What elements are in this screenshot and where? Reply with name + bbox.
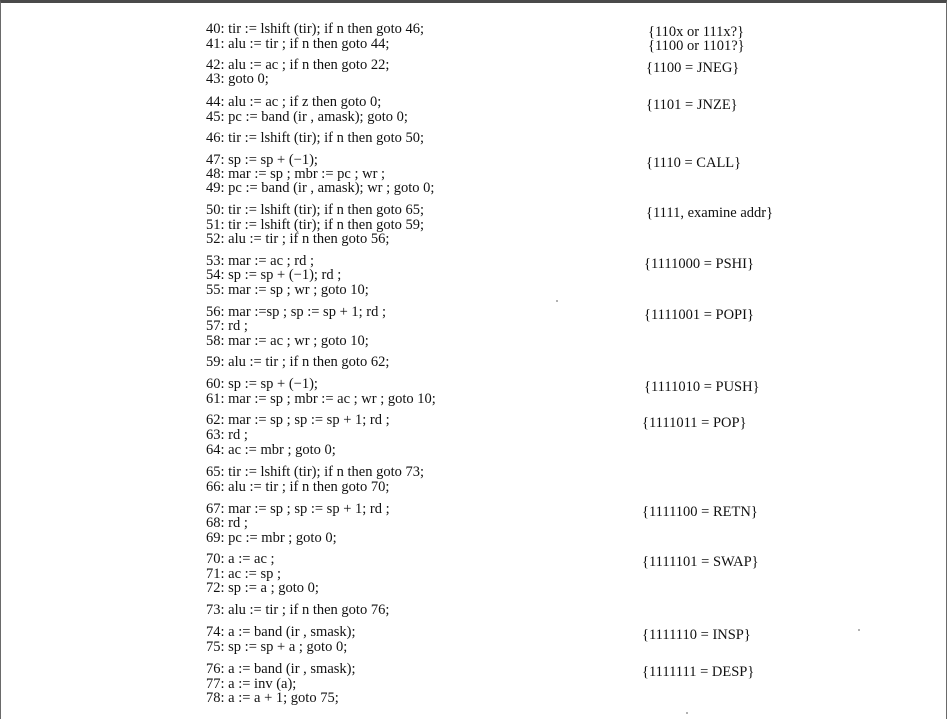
microinstruction-line: 64: ac := mbr ; goto 0; bbox=[206, 442, 336, 458]
microinstruction-line: 65: tir := lshift (tir); if n then goto 73; bbox=[206, 464, 425, 480]
opcode-comment: {1111110 = INSP} bbox=[642, 627, 751, 643]
microinstruction-line: 53: mar := ac ; rd ; bbox=[206, 253, 315, 269]
microinstruction-line: 69: pc := mbr ; goto 0; bbox=[206, 530, 337, 546]
microinstruction-line: 77: a := inv (a); bbox=[206, 676, 297, 692]
microinstruction-line: 61: mar := sp ; mbr := ac ; wr ; goto 10; bbox=[206, 391, 436, 407]
microinstruction-line: 60: sp := sp + (−1); bbox=[206, 376, 318, 392]
opcode-comment: {1111, examine addr} bbox=[646, 205, 774, 221]
microinstruction-line: 40: tir := lshift (tir); if n then goto 46; bbox=[206, 21, 425, 37]
microinstruction-line: 67: mar := sp ; sp := sp + 1; rd ; bbox=[206, 501, 390, 517]
microinstruction-line: 72: sp := a ; goto 0; bbox=[206, 580, 319, 596]
microinstruction-line: 74: a := band (ir , smask); bbox=[206, 624, 356, 640]
microinstruction-line: 55: mar := sp ; wr ; goto 10; bbox=[206, 282, 369, 298]
opcode-comment: {1100 or 1101?} bbox=[648, 38, 745, 54]
microinstruction-line: 50: tir := lshift (tir); if n then goto 65; bbox=[206, 202, 425, 218]
scan-speck bbox=[556, 300, 558, 302]
opcode-comment: {1111101 = SWAP} bbox=[642, 554, 759, 570]
microinstruction-line: 47: sp := sp + (−1); bbox=[206, 152, 318, 168]
microinstruction-line: 45: pc := band (ir , amask); goto 0; bbox=[206, 109, 408, 125]
microinstruction-line: 57: rd ; bbox=[206, 318, 248, 334]
opcode-comment: {1111010 = PUSH} bbox=[644, 379, 760, 395]
microinstruction-line: 71: ac := sp ; bbox=[206, 566, 282, 582]
microinstruction-line: 49: pc := band (ir , amask); wr ; goto 0; bbox=[206, 180, 435, 196]
scan-speck bbox=[686, 712, 688, 714]
microinstruction-line: 43: goto 0; bbox=[206, 71, 269, 87]
microinstruction-line: 68: rd ; bbox=[206, 515, 248, 531]
opcode-comment: {110x or 111x?} bbox=[648, 24, 745, 40]
microinstruction-line: 52: alu := tir ; if n then goto 56; bbox=[206, 231, 390, 247]
opcode-comment: {1100 = JNEG} bbox=[646, 60, 740, 76]
opcode-comment: {1111001 = POPI} bbox=[644, 307, 754, 323]
microinstruction-line: 42: alu := ac ; if n then goto 22; bbox=[206, 57, 390, 73]
microinstruction-line: 48: mar := sp ; mbr := pc ; wr ; bbox=[206, 166, 386, 182]
opcode-comment: {1110 = CALL} bbox=[646, 155, 742, 171]
opcode-comment: {1111000 = PSHI} bbox=[644, 256, 754, 272]
microinstruction-line: 66: alu := tir ; if n then goto 70; bbox=[206, 479, 390, 495]
opcode-comment: {1111100 = RETN} bbox=[642, 504, 758, 520]
microinstruction-line: 58: mar := ac ; wr ; goto 10; bbox=[206, 333, 369, 349]
scan-speck bbox=[858, 629, 860, 631]
microinstruction-line: 76: a := band (ir , smask); bbox=[206, 661, 356, 677]
microinstruction-line: 59: alu := tir ; if n then goto 62; bbox=[206, 354, 390, 370]
microinstruction-line: 78: a := a + 1; goto 75; bbox=[206, 690, 339, 706]
microinstruction-line: 51: tir := lshift (tir); if n then goto 59; bbox=[206, 217, 425, 233]
microinstruction-line: 63: rd ; bbox=[206, 427, 248, 443]
microinstruction-line: 70: a := ac ; bbox=[206, 551, 275, 567]
microinstruction-line: 75: sp := sp + a ; goto 0; bbox=[206, 639, 348, 655]
microinstruction-line: 62: mar := sp ; sp := sp + 1; rd ; bbox=[206, 412, 390, 428]
opcode-comment: {1111111 = DESP} bbox=[642, 664, 755, 680]
opcode-comment: {1111011 = POP} bbox=[642, 415, 747, 431]
opcode-comment: {1101 = JNZE} bbox=[646, 97, 738, 113]
microinstruction-line: 73: alu := tir ; if n then goto 76; bbox=[206, 602, 390, 618]
microinstruction-line: 44: alu := ac ; if z then goto 0; bbox=[206, 94, 382, 110]
microinstruction-line: 56: mar :=sp ; sp := sp + 1; rd ; bbox=[206, 304, 387, 320]
microinstruction-line: 54: sp := sp + (−1); rd ; bbox=[206, 267, 342, 283]
microinstruction-line: 41: alu := tir ; if n then goto 44; bbox=[206, 36, 390, 52]
microinstruction-line: 46: tir := lshift (tir); if n then goto 50; bbox=[206, 130, 425, 146]
